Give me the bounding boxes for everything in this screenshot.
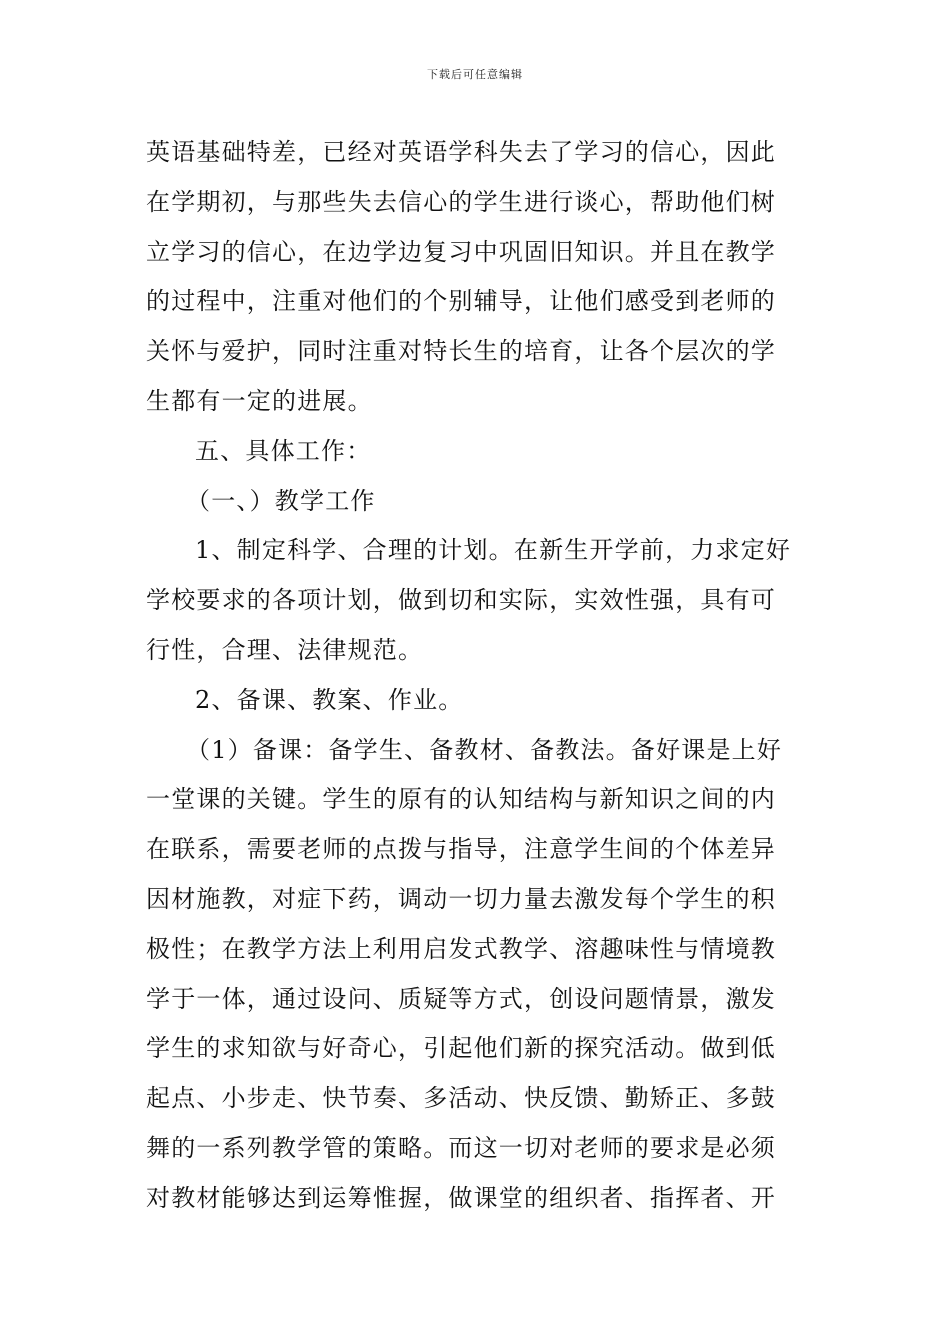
text-line: 行性，合理、法律规范。 (146, 635, 424, 664)
text-line: 因材施教，对症下药，调动一切力量去激发每个学生的积 (146, 884, 776, 913)
text-line: 学于一体，通过设问、质疑等方式，创设问题情景，激发 (146, 984, 776, 1013)
text-line: 学校要求的各项计划，做到切和实际，实效性强，具有可 (146, 586, 776, 615)
text-line: 在联系，需要老师的点拨与指导，注意学生间的个体差异 (146, 835, 776, 864)
text-line: 英语基础特差，已经对英语学科失去了学习的信心，因此 (146, 138, 776, 166)
text-line: 立学习的信心，在边学边复习中巩固旧知识。并且在教学 (146, 237, 776, 266)
text-line: 关怀与爱护，同时注重对特长生的培育，让各个层次的学 (146, 337, 776, 366)
page-header: 下载后可任意编辑 (427, 68, 523, 81)
text-line: 2、备课、教案、作业。 (195, 685, 464, 714)
text-line: 对教材能够达到运筹惟握，做课堂的组织者、指挥者、开 (146, 1183, 776, 1212)
text-line: 的过程中，注重对他们的个别辅导，让他们感受到老师的 (146, 287, 776, 316)
text-line: 在学期初，与那些失去信心的学生进行谈心，帮助他们树 (146, 187, 776, 216)
body-text (146, 128, 808, 1224)
section-heading: 五、具体工作： (195, 436, 372, 465)
text-line: 生都有一定的进展。 (146, 386, 373, 415)
subsection-heading: （一、）教学工作 (186, 486, 376, 515)
text-line: 起点、小步走、快节奏、多活动、快反馈、勤矫正、多鼓 (146, 1084, 776, 1113)
text-line: 极性；在教学方法上利用启发式教学、溶趣味性与情境教 (146, 934, 776, 963)
text-line: 学生的求知欲与好奇心，引起他们新的探究活动。做到低 (146, 1034, 776, 1063)
text-line: 1、制定科学、合理的计划。在新生开学前，力求定好 (195, 536, 792, 565)
text-line: 舞的一系列教学管的策略。而这一切对老师的要求是必须 (146, 1133, 776, 1162)
text-line: 一堂课的关键。学生的原有的认知结构与新知识之间的内 (146, 785, 776, 814)
text-line: （1）备课：备学生、备教材、备教法。备好课是上好 (186, 735, 783, 764)
